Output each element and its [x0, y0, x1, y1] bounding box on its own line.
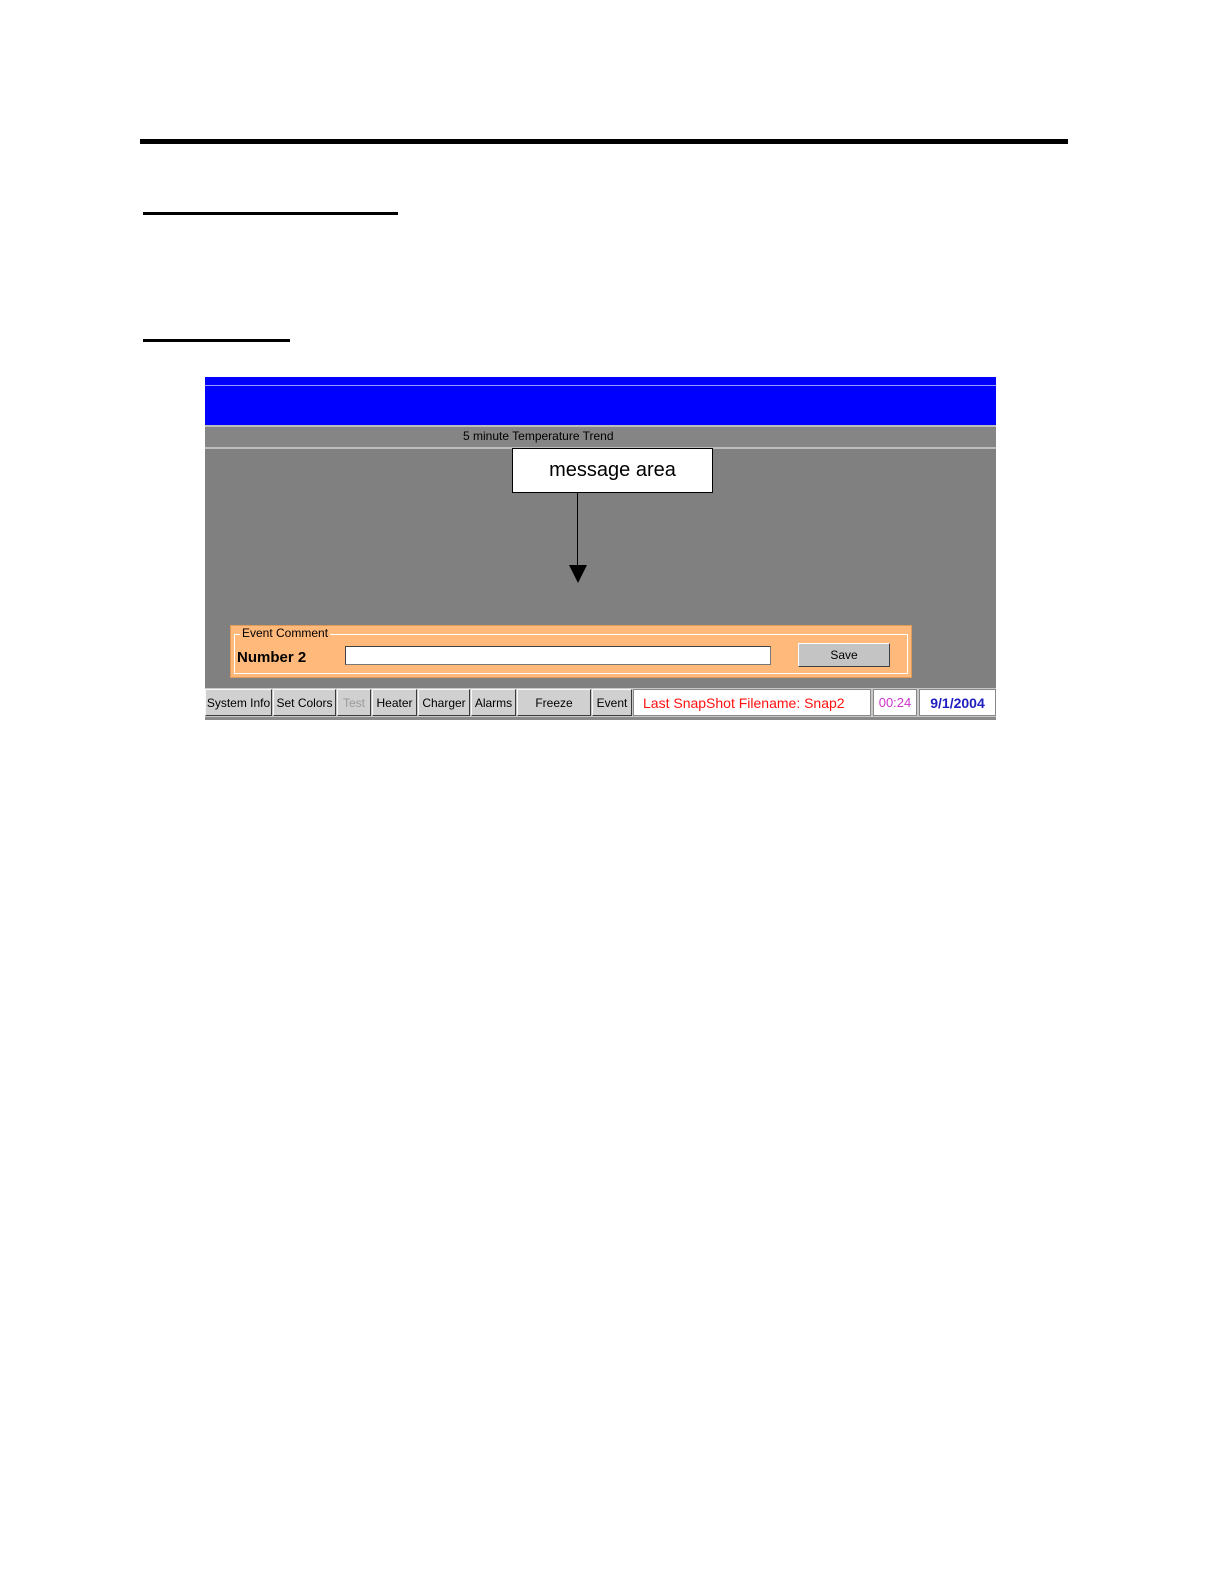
arrow-down-icon — [569, 565, 587, 583]
message-area-callout: message area — [512, 448, 713, 493]
trend-header — [205, 425, 996, 449]
system-info-button[interactable]: System Info — [205, 689, 272, 716]
event-comment-legend: Event Comment — [242, 626, 329, 640]
event-comment-panel — [230, 625, 912, 678]
status-toolbar — [205, 688, 996, 720]
heading-underline-1 — [143, 212, 398, 215]
heater-button[interactable]: Heater — [372, 689, 417, 716]
callout-arrow-line — [577, 493, 578, 567]
title-bar — [205, 377, 996, 425]
title-bar-highlight — [205, 385, 996, 386]
event-button[interactable]: Event — [592, 689, 632, 716]
status-bar-bottom-edge — [205, 717, 996, 720]
trend-title: 5 minute Temperature Trend — [463, 429, 614, 443]
application-screenshot — [205, 377, 996, 720]
save-button[interactable]: Save — [798, 643, 890, 667]
alarms-button[interactable]: Alarms — [471, 689, 516, 716]
time-status: 00:24 — [873, 689, 917, 716]
snapshot-filename-status: Last SnapShot Filename: Snap2 — [633, 689, 871, 716]
set-colors-button[interactable]: Set Colors — [273, 689, 336, 716]
event-number-label: Number 2 — [237, 649, 307, 666]
charger-button[interactable]: Charger — [418, 689, 470, 716]
section-top-rule — [140, 139, 1068, 144]
test-button[interactable]: Test — [337, 689, 371, 716]
heading-underline-2 — [143, 339, 290, 342]
date-status: 9/1/2004 — [919, 689, 996, 716]
freeze-button[interactable]: Freeze — [517, 689, 591, 716]
event-comment-input[interactable] — [345, 646, 771, 665]
